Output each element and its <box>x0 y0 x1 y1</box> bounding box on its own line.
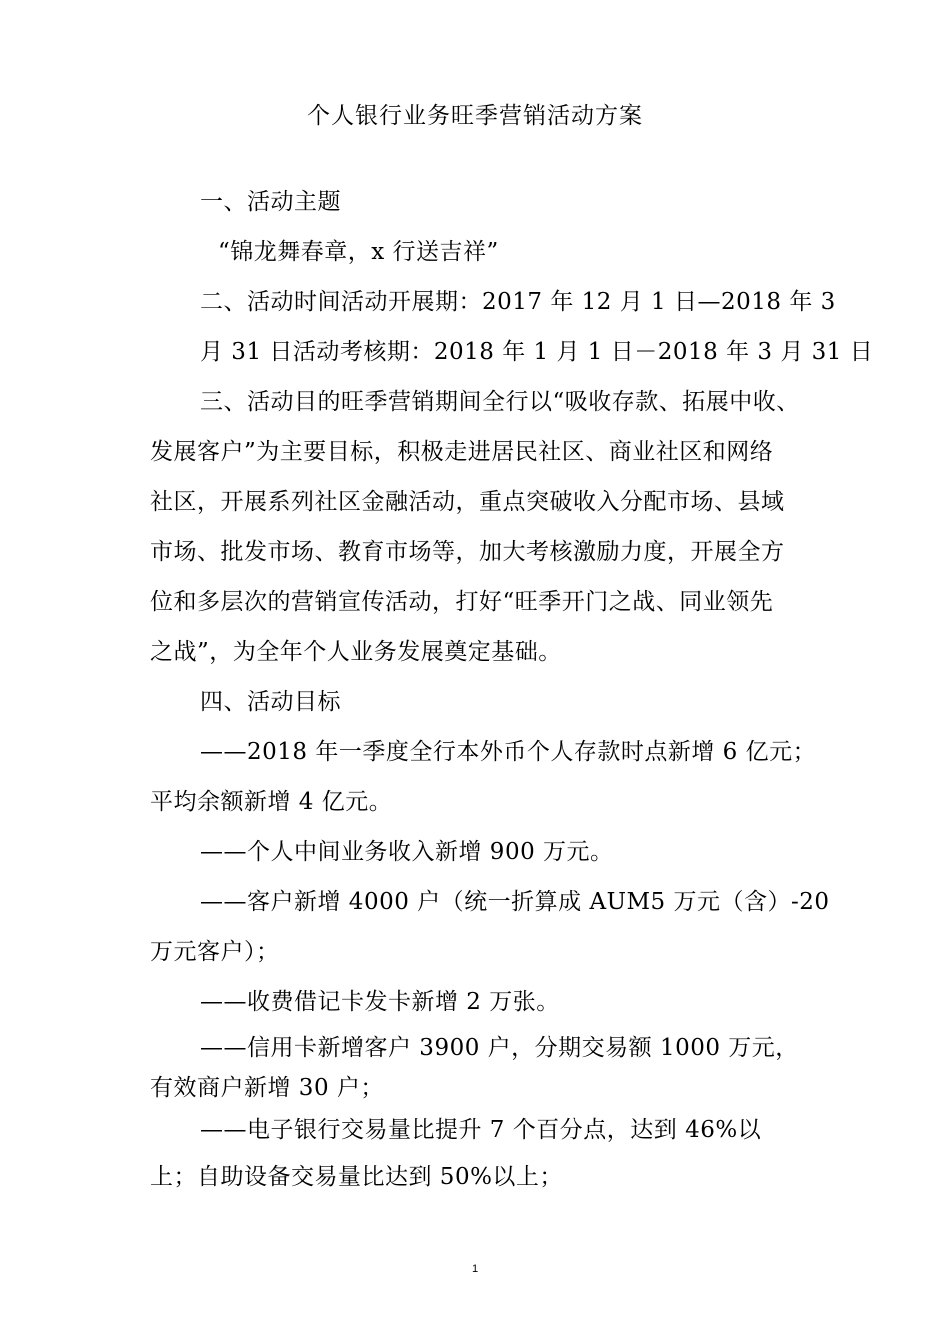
body-text-line: 发展客户”为主要目标，积极走进居民社区、商业社区和网络 <box>150 439 774 465</box>
goal-item: ——2018 年一季度全行本外币个人存款时点新增 6 亿元； <box>200 739 817 765</box>
section-heading-time: 二、活动时间活动开展期：2017 年 12 月 1 日—2018 年 3 <box>200 289 836 315</box>
goal-item-continuation: 上；自助设备交易量比达到 50%以上； <box>150 1164 563 1190</box>
page-number: 1 <box>471 1263 479 1275</box>
body-text-line: 月 31 日活动考核期：2018 年 1 月 1 日－2018 年 3 月 31 日 <box>200 339 874 365</box>
goal-item-continuation: 万元客户）； <box>150 939 280 965</box>
theme-slogan: “锦龙舞春章，x 行送吉祥” <box>218 239 499 265</box>
document-title: 个人银行业务旺季营销活动方案 <box>307 103 643 129</box>
goal-item: ——电子银行交易量比提升 7 个百分点，达到 46%以 <box>200 1117 762 1143</box>
body-text-line: 位和多层次的营销宣传活动，打好“旺季开门之战、同业领先 <box>150 589 774 615</box>
body-text-line: 社区，开展系列社区金融活动，重点突破收入分配市场、县域 <box>150 489 785 515</box>
body-text-line: 之战”，为全年个人业务发展奠定基础。 <box>150 639 562 665</box>
goal-item: ——个人中间业务收入新增 900 万元。 <box>200 839 614 865</box>
goal-item-continuation: 平均余额新增 4 亿元。 <box>150 789 393 815</box>
section-heading-purpose: 三、活动目的旺季营销期间全行以“吸收存款、拓展中收、 <box>200 389 800 415</box>
goal-item: ——客户新增 4000 户（统一折算成 AUM5 万元（含）-20 <box>200 889 830 915</box>
section-heading-goals: 四、活动目标 <box>200 689 341 715</box>
goal-item: ——收费借记卡发卡新增 2 万张。 <box>200 989 560 1015</box>
body-text-line: 市场、批发市场、教育市场等，加大考核激励力度，开展全方 <box>150 539 785 565</box>
section-heading-theme: 一、活动主题 <box>200 189 341 215</box>
goal-item-continuation: 有效商户新增 30 户； <box>150 1075 384 1101</box>
goal-item: ——信用卡新增客户 3900 户，分期交易额 1000 万元， <box>200 1035 799 1061</box>
